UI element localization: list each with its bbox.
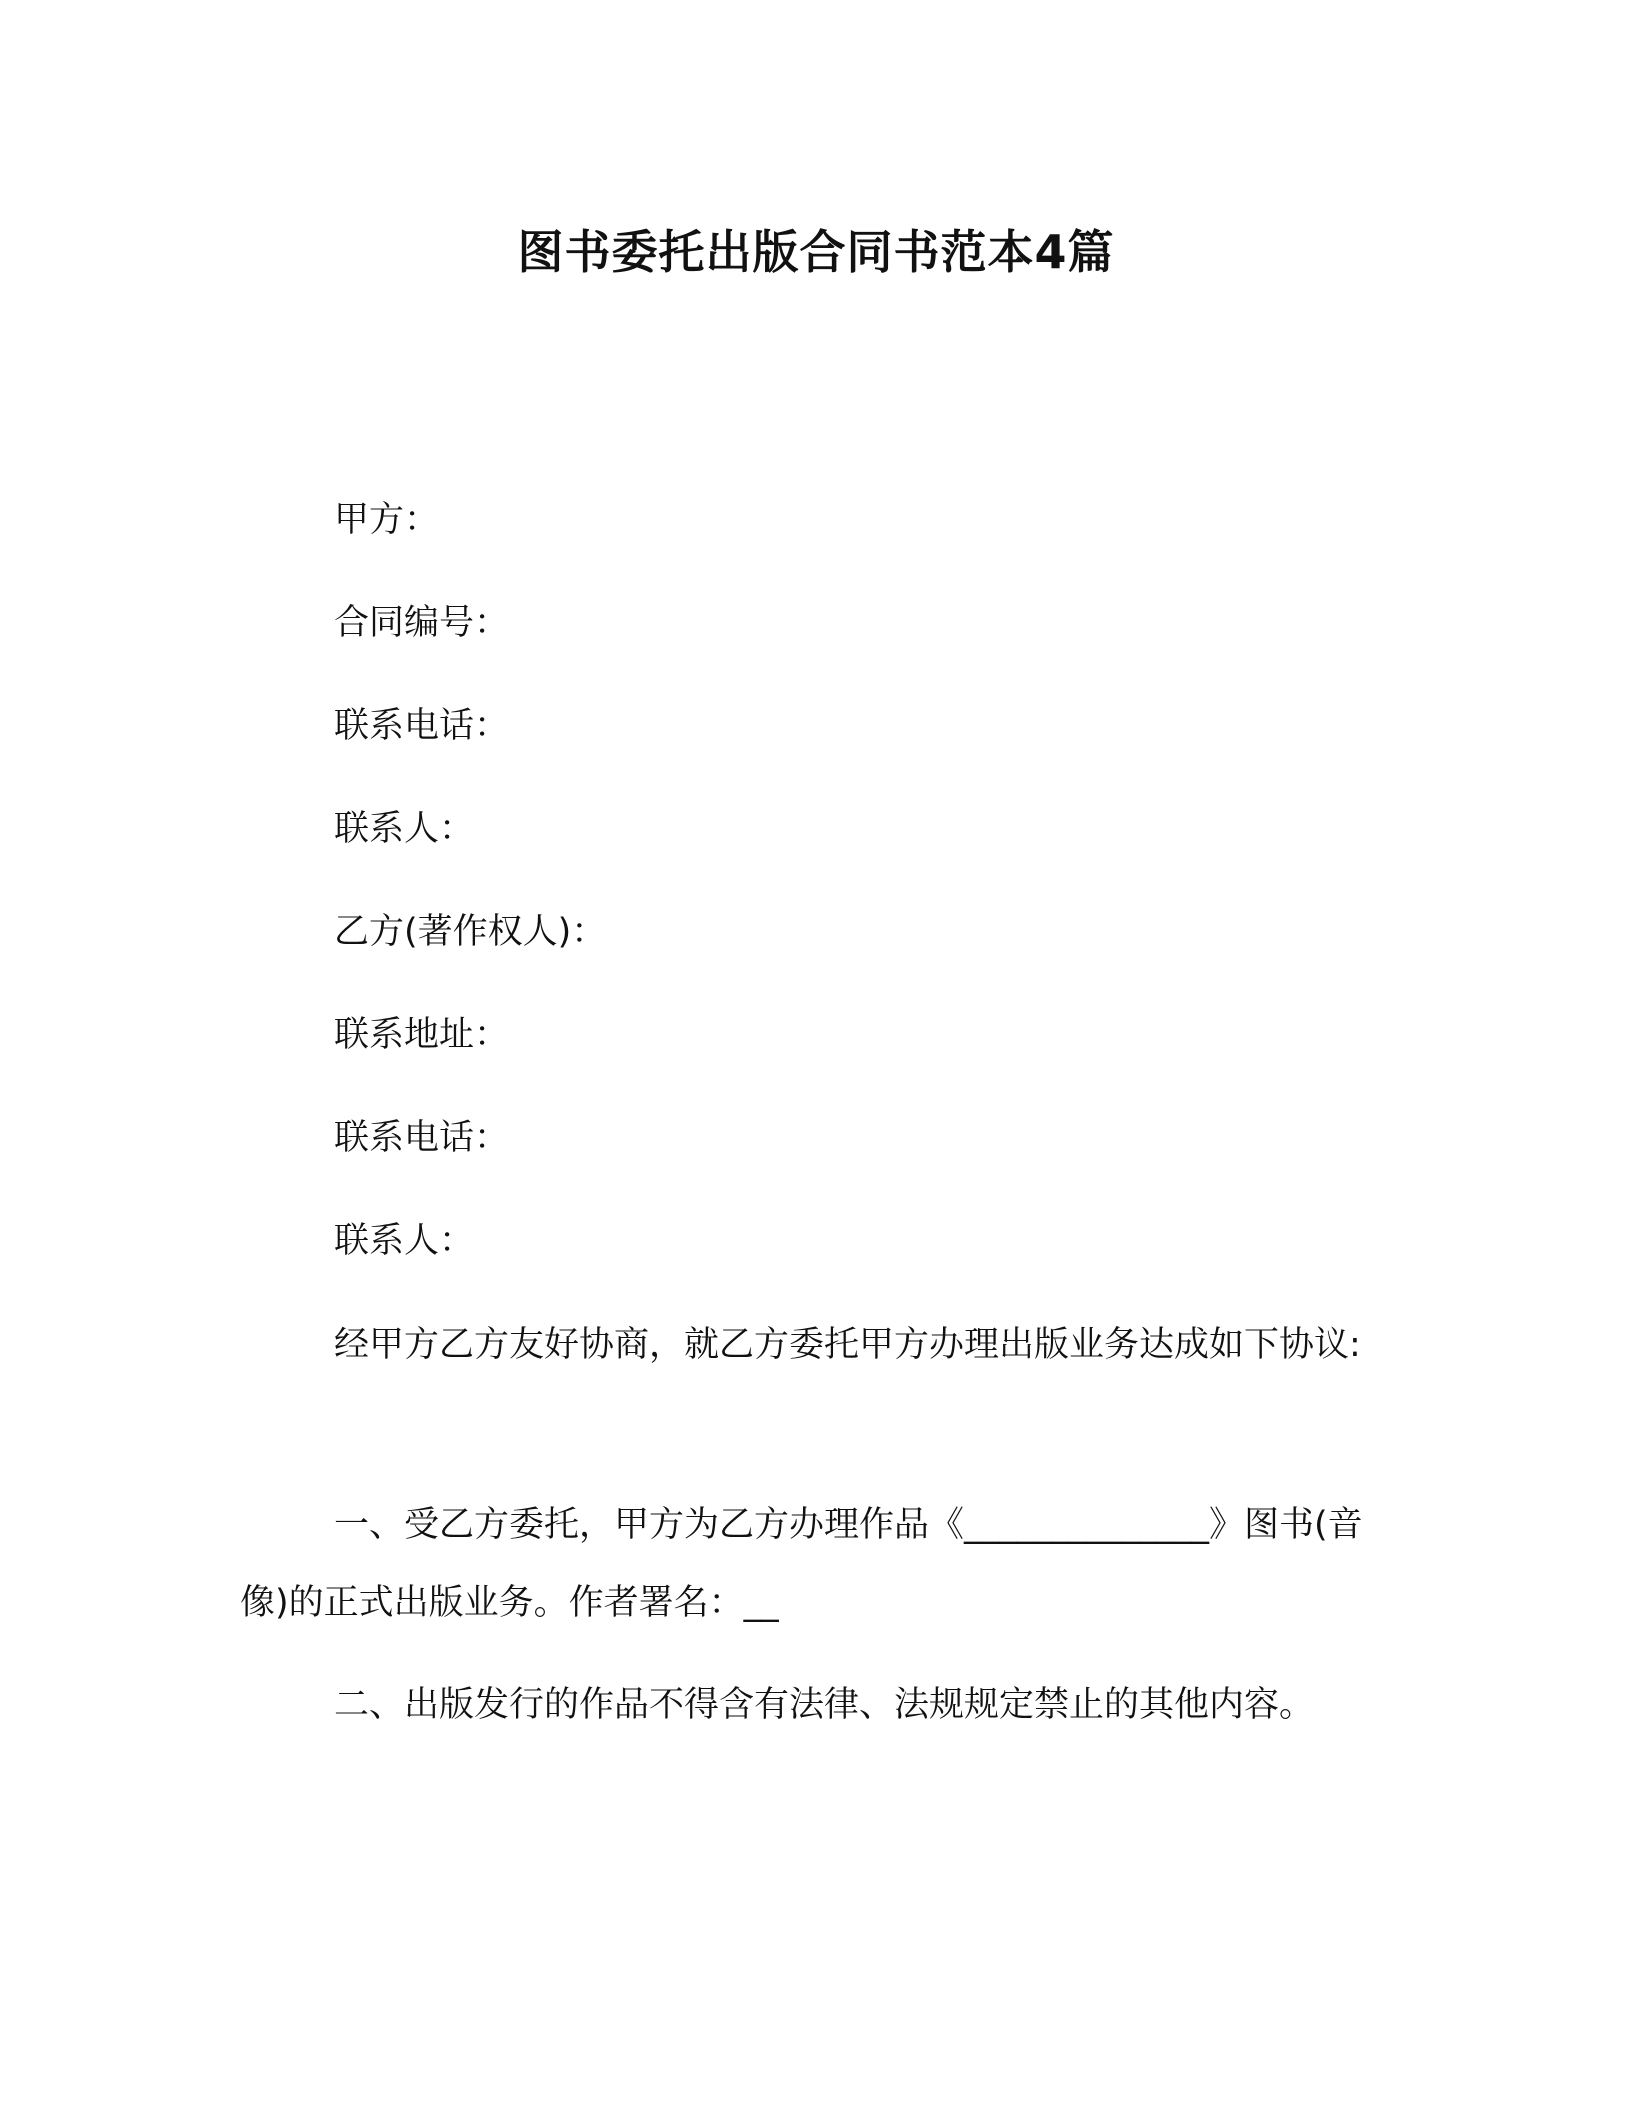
party-b-label: 乙方(著作权人)： bbox=[334, 912, 607, 952]
party-b-contact-label: 联系人： bbox=[334, 1221, 475, 1261]
party-b-phone-label: 联系电话： bbox=[334, 1118, 510, 1158]
party-a-phone-label: 联系电话： bbox=[334, 706, 510, 746]
party-a-contact-label: 联系人： bbox=[334, 809, 475, 849]
clause-two-paragraph: 二、出版发行的作品不得含有法律、法规规定禁止的其他内容。 bbox=[334, 1685, 1315, 1725]
agreement-intro-paragraph: 经甲方乙方友好协商，就乙方委托甲方办理出版业务达成如下协议: bbox=[334, 1325, 1361, 1365]
clause-one-paragraph: 一、受乙方委托，甲方为乙方办理作品《______________》图书(音像)的正式出版业务。作者署名：__ bbox=[240, 1505, 1363, 1623]
party-b-address-label: 联系地址： bbox=[334, 1015, 510, 1055]
document-title: 图书委托出版合同书范本4篇 bbox=[517, 225, 1115, 279]
contract-number-label: 合同编号： bbox=[334, 603, 510, 643]
party-a-label: 甲方： bbox=[334, 500, 440, 540]
